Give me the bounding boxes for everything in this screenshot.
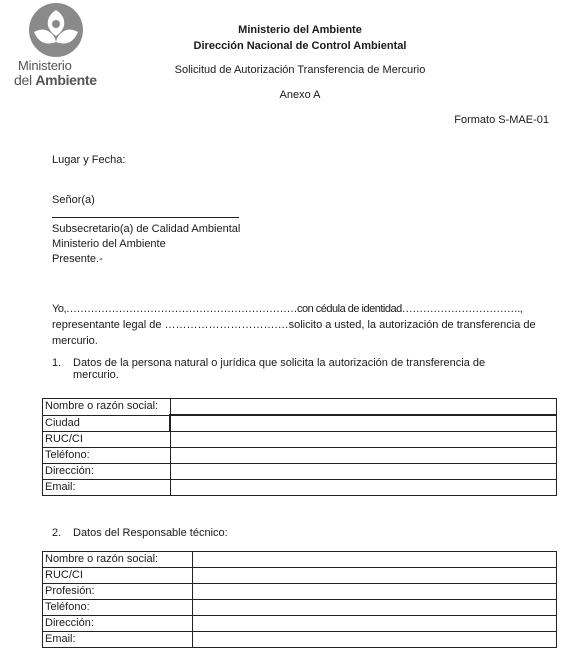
table-row: Teléfono:: [43, 448, 557, 464]
letter-body-line1: Yo,…………………………………………………………con cédula de identidad…………………………….,: [52, 303, 523, 315]
table-row: Nombre o razón social:: [43, 552, 557, 568]
salutation: Señor(a): [52, 194, 95, 206]
table-row: Ciudad: [43, 415, 557, 432]
addressee-presente: Presente.-: [52, 253, 103, 265]
field-email[interactable]: [193, 632, 557, 648]
place-date-label: Lugar y Fecha:: [52, 154, 126, 166]
letter-body-line3: mercurio.: [52, 335, 98, 347]
field-phone[interactable]: [170, 448, 557, 464]
addressee-title: Subsecretario(a) de Calidad Ambiental: [52, 223, 241, 235]
field-address[interactable]: [170, 464, 557, 480]
table-row: Email:: [43, 480, 557, 496]
section2-title: Datos del Responsable técnico:: [73, 527, 228, 539]
table-row: Dirección:: [43, 464, 557, 480]
field-profession[interactable]: [193, 584, 557, 600]
table-row: Teléfono:: [43, 600, 557, 616]
section1-title: Datos de la persona natural o jurídica que solicita la autorización de transferencia de mercurio.: [73, 357, 486, 381]
header-direction: Dirección Nacional de Control Ambiental: [193, 40, 407, 52]
header-ministry: Ministerio del Ambiente: [238, 24, 362, 36]
logo-text-line2: del Ambiente: [14, 72, 97, 88]
field-email[interactable]: [170, 480, 557, 496]
technical-responsible-table: [42, 551, 557, 648]
field-phone[interactable]: [193, 600, 557, 616]
section1-number: 1.: [52, 357, 62, 369]
field-name[interactable]: [193, 552, 557, 568]
form-subtitle: Solicitud de Autorización Transferencia de Mercurio: [174, 64, 426, 76]
table-row: Nombre o razón social:: [43, 399, 557, 416]
table-row: Dirección:: [43, 616, 557, 632]
field-name[interactable]: [170, 399, 557, 416]
field-ruc[interactable]: [193, 568, 557, 584]
logo-text-line1: Ministerio: [18, 58, 72, 73]
letter-body-line2: representante legal de ………………………….…solicito a usted, la autorización de transferencia de: [52, 319, 536, 331]
field-address[interactable]: [193, 616, 557, 632]
format-code: Formato S-MAE-01: [454, 114, 549, 126]
addressee-institution: Ministerio del Ambiente: [52, 238, 166, 250]
signature-line: [52, 217, 239, 218]
field-ruc[interactable]: [170, 432, 557, 448]
table-row: Profesión:: [43, 584, 557, 600]
section2-number: 2.: [52, 527, 62, 539]
annex-label: Anexo A: [279, 89, 321, 101]
field-city[interactable]: [170, 415, 557, 432]
table-row: RUC/CI: [43, 568, 557, 584]
table-row: Email:: [43, 632, 557, 648]
table-row: RUC/CI: [43, 432, 557, 448]
applicant-table: [42, 398, 557, 496]
